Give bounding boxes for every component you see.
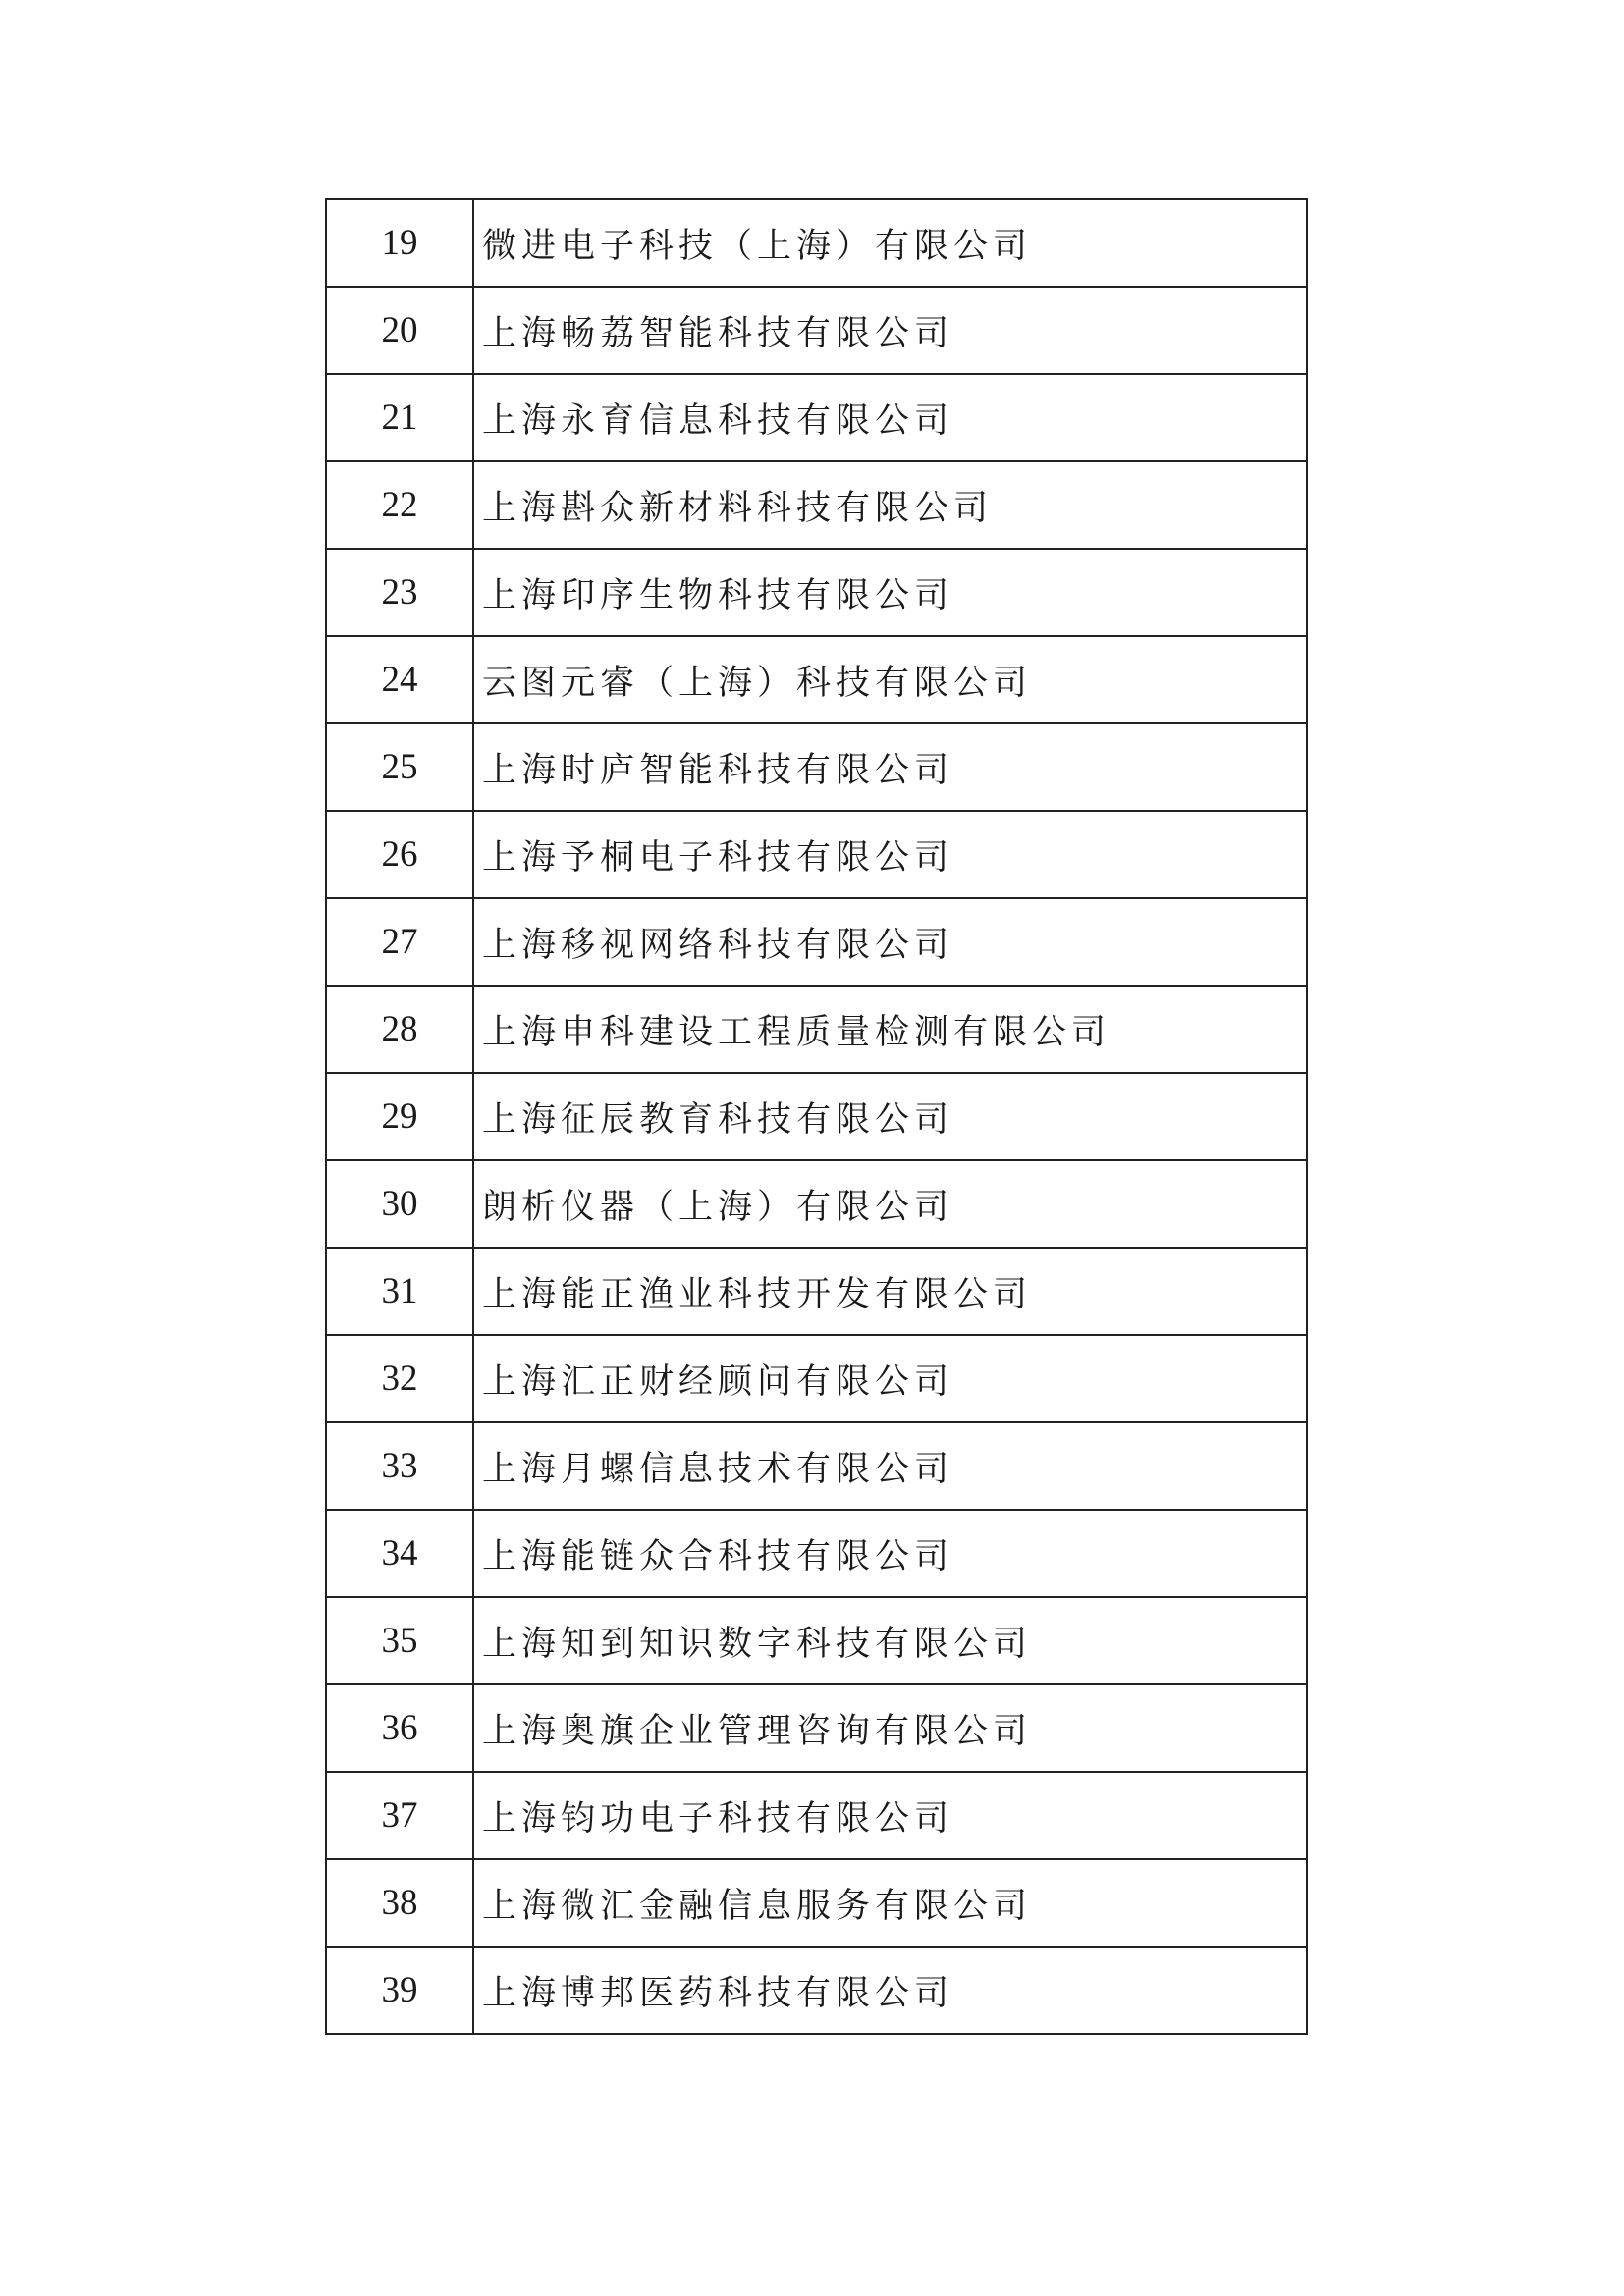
table-row <box>326 1947 1307 2034</box>
row-number: 35 <box>326 1597 473 1684</box>
row-number: 22 <box>326 461 473 549</box>
table-row <box>326 374 1307 461</box>
table-row <box>326 1073 1307 1160</box>
company-name: 上海时庐智能科技有限公司 <box>473 723 1307 811</box>
table-row <box>326 723 1307 811</box>
row-number: 26 <box>326 811 473 898</box>
company-name: 上海月螺信息技术有限公司 <box>473 1422 1307 1510</box>
table-row <box>326 1597 1307 1684</box>
company-name: 上海印序生物科技有限公司 <box>473 549 1307 636</box>
company-name: 上海征辰教育科技有限公司 <box>473 1073 1307 1160</box>
table-row <box>326 461 1307 549</box>
table-row <box>326 811 1307 898</box>
row-number: 38 <box>326 1859 473 1947</box>
row-number: 29 <box>326 1073 473 1160</box>
row-number: 32 <box>326 1335 473 1422</box>
table-row <box>326 1772 1307 1859</box>
table-row <box>326 1335 1307 1422</box>
row-number: 37 <box>326 1772 473 1859</box>
company-name: 上海知到知识数字科技有限公司 <box>473 1597 1307 1684</box>
row-number: 19 <box>326 199 473 287</box>
company-name: 上海博邦医药科技有限公司 <box>473 1947 1307 2034</box>
table-row <box>326 199 1307 287</box>
company-list-body <box>326 199 1307 2034</box>
table-row <box>326 549 1307 636</box>
row-number: 39 <box>326 1947 473 2034</box>
row-number: 27 <box>326 898 473 986</box>
table-row <box>326 1510 1307 1597</box>
company-name: 上海能正渔业科技开发有限公司 <box>473 1248 1307 1335</box>
row-number: 33 <box>326 1422 473 1510</box>
table-row <box>326 1160 1307 1248</box>
company-name: 上海申科建设工程质量检测有限公司 <box>473 986 1307 1073</box>
table-row <box>326 898 1307 986</box>
table-row <box>326 1859 1307 1947</box>
row-number: 28 <box>326 986 473 1073</box>
company-name: 上海钧功电子科技有限公司 <box>473 1772 1307 1859</box>
company-name: 上海能链众合科技有限公司 <box>473 1510 1307 1597</box>
company-name: 云图元睿（上海）科技有限公司 <box>473 636 1307 723</box>
row-number: 34 <box>326 1510 473 1597</box>
company-name: 上海永育信息科技有限公司 <box>473 374 1307 461</box>
company-name: 上海汇正财经顾问有限公司 <box>473 1335 1307 1422</box>
table-row <box>326 287 1307 374</box>
company-name: 上海微汇金融信息服务有限公司 <box>473 1859 1307 1947</box>
company-name: 微进电子科技（上海）有限公司 <box>473 199 1307 287</box>
company-name: 上海斟众新材料科技有限公司 <box>473 461 1307 549</box>
company-name: 朗析仪器（上海）有限公司 <box>473 1160 1307 1248</box>
table-row <box>326 1684 1307 1772</box>
table-row <box>326 986 1307 1073</box>
row-number: 31 <box>326 1248 473 1335</box>
row-number: 21 <box>326 374 473 461</box>
company-name: 上海奥旗企业管理咨询有限公司 <box>473 1684 1307 1772</box>
table-row <box>326 1422 1307 1510</box>
row-number: 23 <box>326 549 473 636</box>
company-name: 上海予桐电子科技有限公司 <box>473 811 1307 898</box>
table-row <box>326 636 1307 723</box>
company-name: 上海畅荔智能科技有限公司 <box>473 287 1307 374</box>
row-number: 25 <box>326 723 473 811</box>
row-number: 20 <box>326 287 473 374</box>
company-name: 上海移视网络科技有限公司 <box>473 898 1307 986</box>
row-number: 36 <box>326 1684 473 1772</box>
row-number: 30 <box>326 1160 473 1248</box>
table-row <box>326 1248 1307 1335</box>
row-number: 24 <box>326 636 473 723</box>
company-list-table <box>325 198 1308 2035</box>
